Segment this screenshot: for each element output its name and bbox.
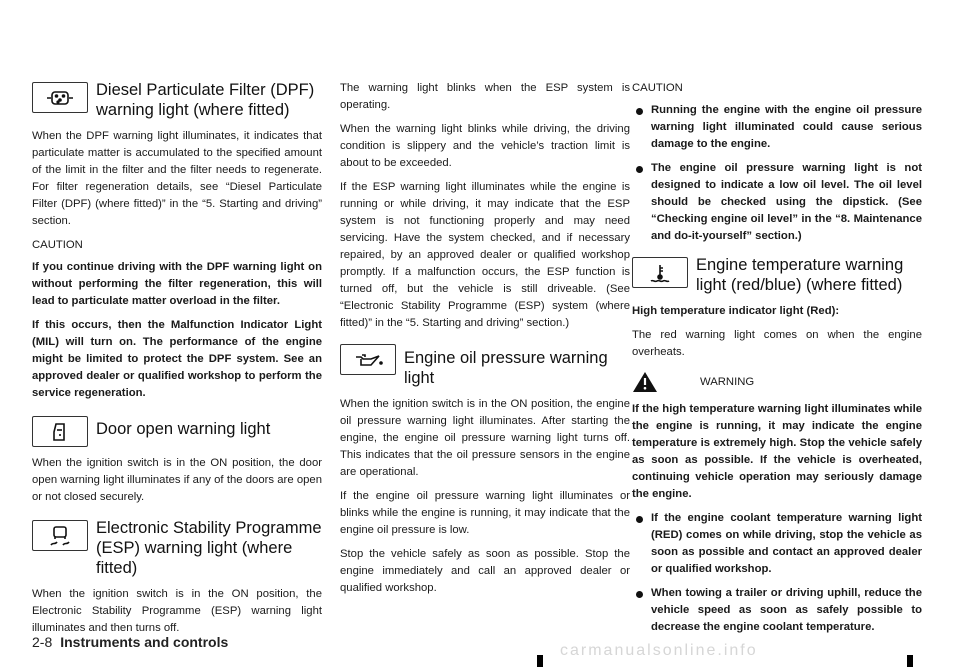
bullet-icon xyxy=(632,102,651,153)
door-title: Door open warning light xyxy=(96,420,271,438)
dpf-title: Diesel Particulate Filter (DPF) warning light (where fitted) xyxy=(96,81,315,119)
column-right xyxy=(632,80,922,643)
warning-body: If the high temperature warning light illuminates while the engine is running, it may indicate the engine temperature is extremely high. Stop the vehicle safely as soon as possible. If the vehicle is overheated, continuing vehicle operation may seriously damage the engine. xyxy=(632,403,922,500)
esp-title: Electronic Stability Programme (ESP) warning light (where fitted) xyxy=(96,519,322,577)
esp-section-header xyxy=(32,518,322,578)
list-item xyxy=(632,585,922,636)
temp-body: The red warning light comes on when the engine overheats. xyxy=(632,329,922,358)
door-open-icon xyxy=(32,416,88,447)
list-item xyxy=(632,160,922,245)
dpf-section-header xyxy=(32,80,322,120)
oil-body-3: Stop the vehicle safely as soon as possible. Stop the engine immediately and call an approved dealer or qualified workshop. xyxy=(340,548,630,594)
oil-can-icon xyxy=(340,344,396,375)
door-section-header xyxy=(32,414,322,447)
page-footer xyxy=(32,634,228,650)
oil-section-header xyxy=(340,342,630,388)
bullet-icon xyxy=(632,160,651,245)
warning-header xyxy=(632,371,922,393)
bullet-icon xyxy=(632,585,651,636)
watermark: carmanualsonline.info xyxy=(560,642,758,659)
caution-bullet-1: Running the engine with the engine oil pressure warning light illuminated could cause serious damage to the engine. xyxy=(651,104,922,150)
oil-body-1: When the ignition switch is in the ON position, the engine oil pressure warning light illuminates. After starting the engine, the engine oil pressure warning light turns off. This indicates that the oil pressure sensors in the engine are operational. xyxy=(340,398,630,478)
temp-title: Engine temperature warning light (red/blue) (where fitted) xyxy=(696,256,904,294)
warning-triangle-icon xyxy=(632,371,658,393)
footer-section-title: Instruments and controls xyxy=(60,634,229,650)
esp-skid-icon xyxy=(32,520,88,551)
list-item xyxy=(632,102,922,153)
page-number: 2-8 xyxy=(32,634,53,650)
esp-cont-1: The warning light blinks when the ESP system is operating. xyxy=(340,82,630,111)
warning-bullet-2: When towing a trailer or driving uphill, reduce the vehicle speed as soon as safely possible to decrease the engine coolant temperature. xyxy=(651,587,922,633)
esp-cont-2: When the warning light blinks while driving, the driving condition is slippery and the vehicle’s traction limit is about to be exceeded. xyxy=(340,123,630,169)
esp-body: When the ignition switch is in the ON position, the Electronic Stability Programme (ESP) warning light illuminates and then turns off. xyxy=(32,588,322,634)
thermometer-icon xyxy=(632,257,688,288)
oil-caution-heading: CAUTION xyxy=(632,82,683,94)
bullet-icon xyxy=(632,510,651,578)
column-left xyxy=(32,80,322,644)
dpf-warning-icon xyxy=(32,82,88,113)
dpf-caution-heading: CAUTION xyxy=(32,239,83,251)
caution-bullet-2: The engine oil pressure warning light is not designed to indicate a low oil level. The oil level should be checked using the dipstick. (See “Checking engine oil level” in the “8. Maintenance and do-it-yourself” section.) xyxy=(651,162,922,242)
list-item xyxy=(632,510,922,578)
crop-mark xyxy=(537,655,543,667)
crop-mark xyxy=(907,655,913,667)
dpf-caution-2: If this occurs, then the Malfunction Indicator Light (MIL) will turn on. The performance of the engine might be limited to protect the DPF system. See an approved dealer or qualified workshop to perform the service regeneration. xyxy=(32,319,322,399)
column-middle xyxy=(340,80,630,604)
warning-bullet-1: If the engine coolant temperature warning light (RED) comes on while driving, stop the vehicle as soon as possible and contact an approved dealer or qualified workshop. xyxy=(651,512,922,575)
dpf-body: When the DPF warning light illuminates, it indicates that particulate matter is accumulated to the specified amount of the limit in the filter and the filter needs to regenerate. For filter regeneration details, see “Diesel Particulate Filter (DPF) (where fitted)” in the “5. Starting and driving” section. xyxy=(32,130,322,227)
esp-cont-3: If the ESP warning light illuminates while the engine is running or while driving, it may indicate that the ESP system is not functioning properly and may need servicing. Have the system checked, and if necessary repaired, by an approved dealer or qualified workshop promptly. If a malfunction occurs, the ESP function is turned off, but the vehicle is still driveable. (See “Electronic Stability Programme (ESP) system (where fitted)” in the “5. Starting and driving” section.) xyxy=(340,181,630,329)
oil-body-2: If the engine oil pressure warning light illuminates or blinks while the engine is running, it may indicate that the engine oil pressure is low. xyxy=(340,490,630,536)
temp-section-header xyxy=(632,255,922,295)
dpf-caution-1: If you continue driving with the DPF warning light on without performing the filter regeneration, this will lead to particulate matter overload in the filter. xyxy=(32,261,322,307)
door-body: When the ignition switch is in the ON position, the door open warning light illuminates if any of the doors are open or not closed securely. xyxy=(32,457,322,503)
warning-label: WARNING xyxy=(700,376,755,388)
oil-title: Engine oil pressure warning light xyxy=(404,349,608,387)
temp-subheading: High temperature indicator light (Red): xyxy=(632,305,840,317)
